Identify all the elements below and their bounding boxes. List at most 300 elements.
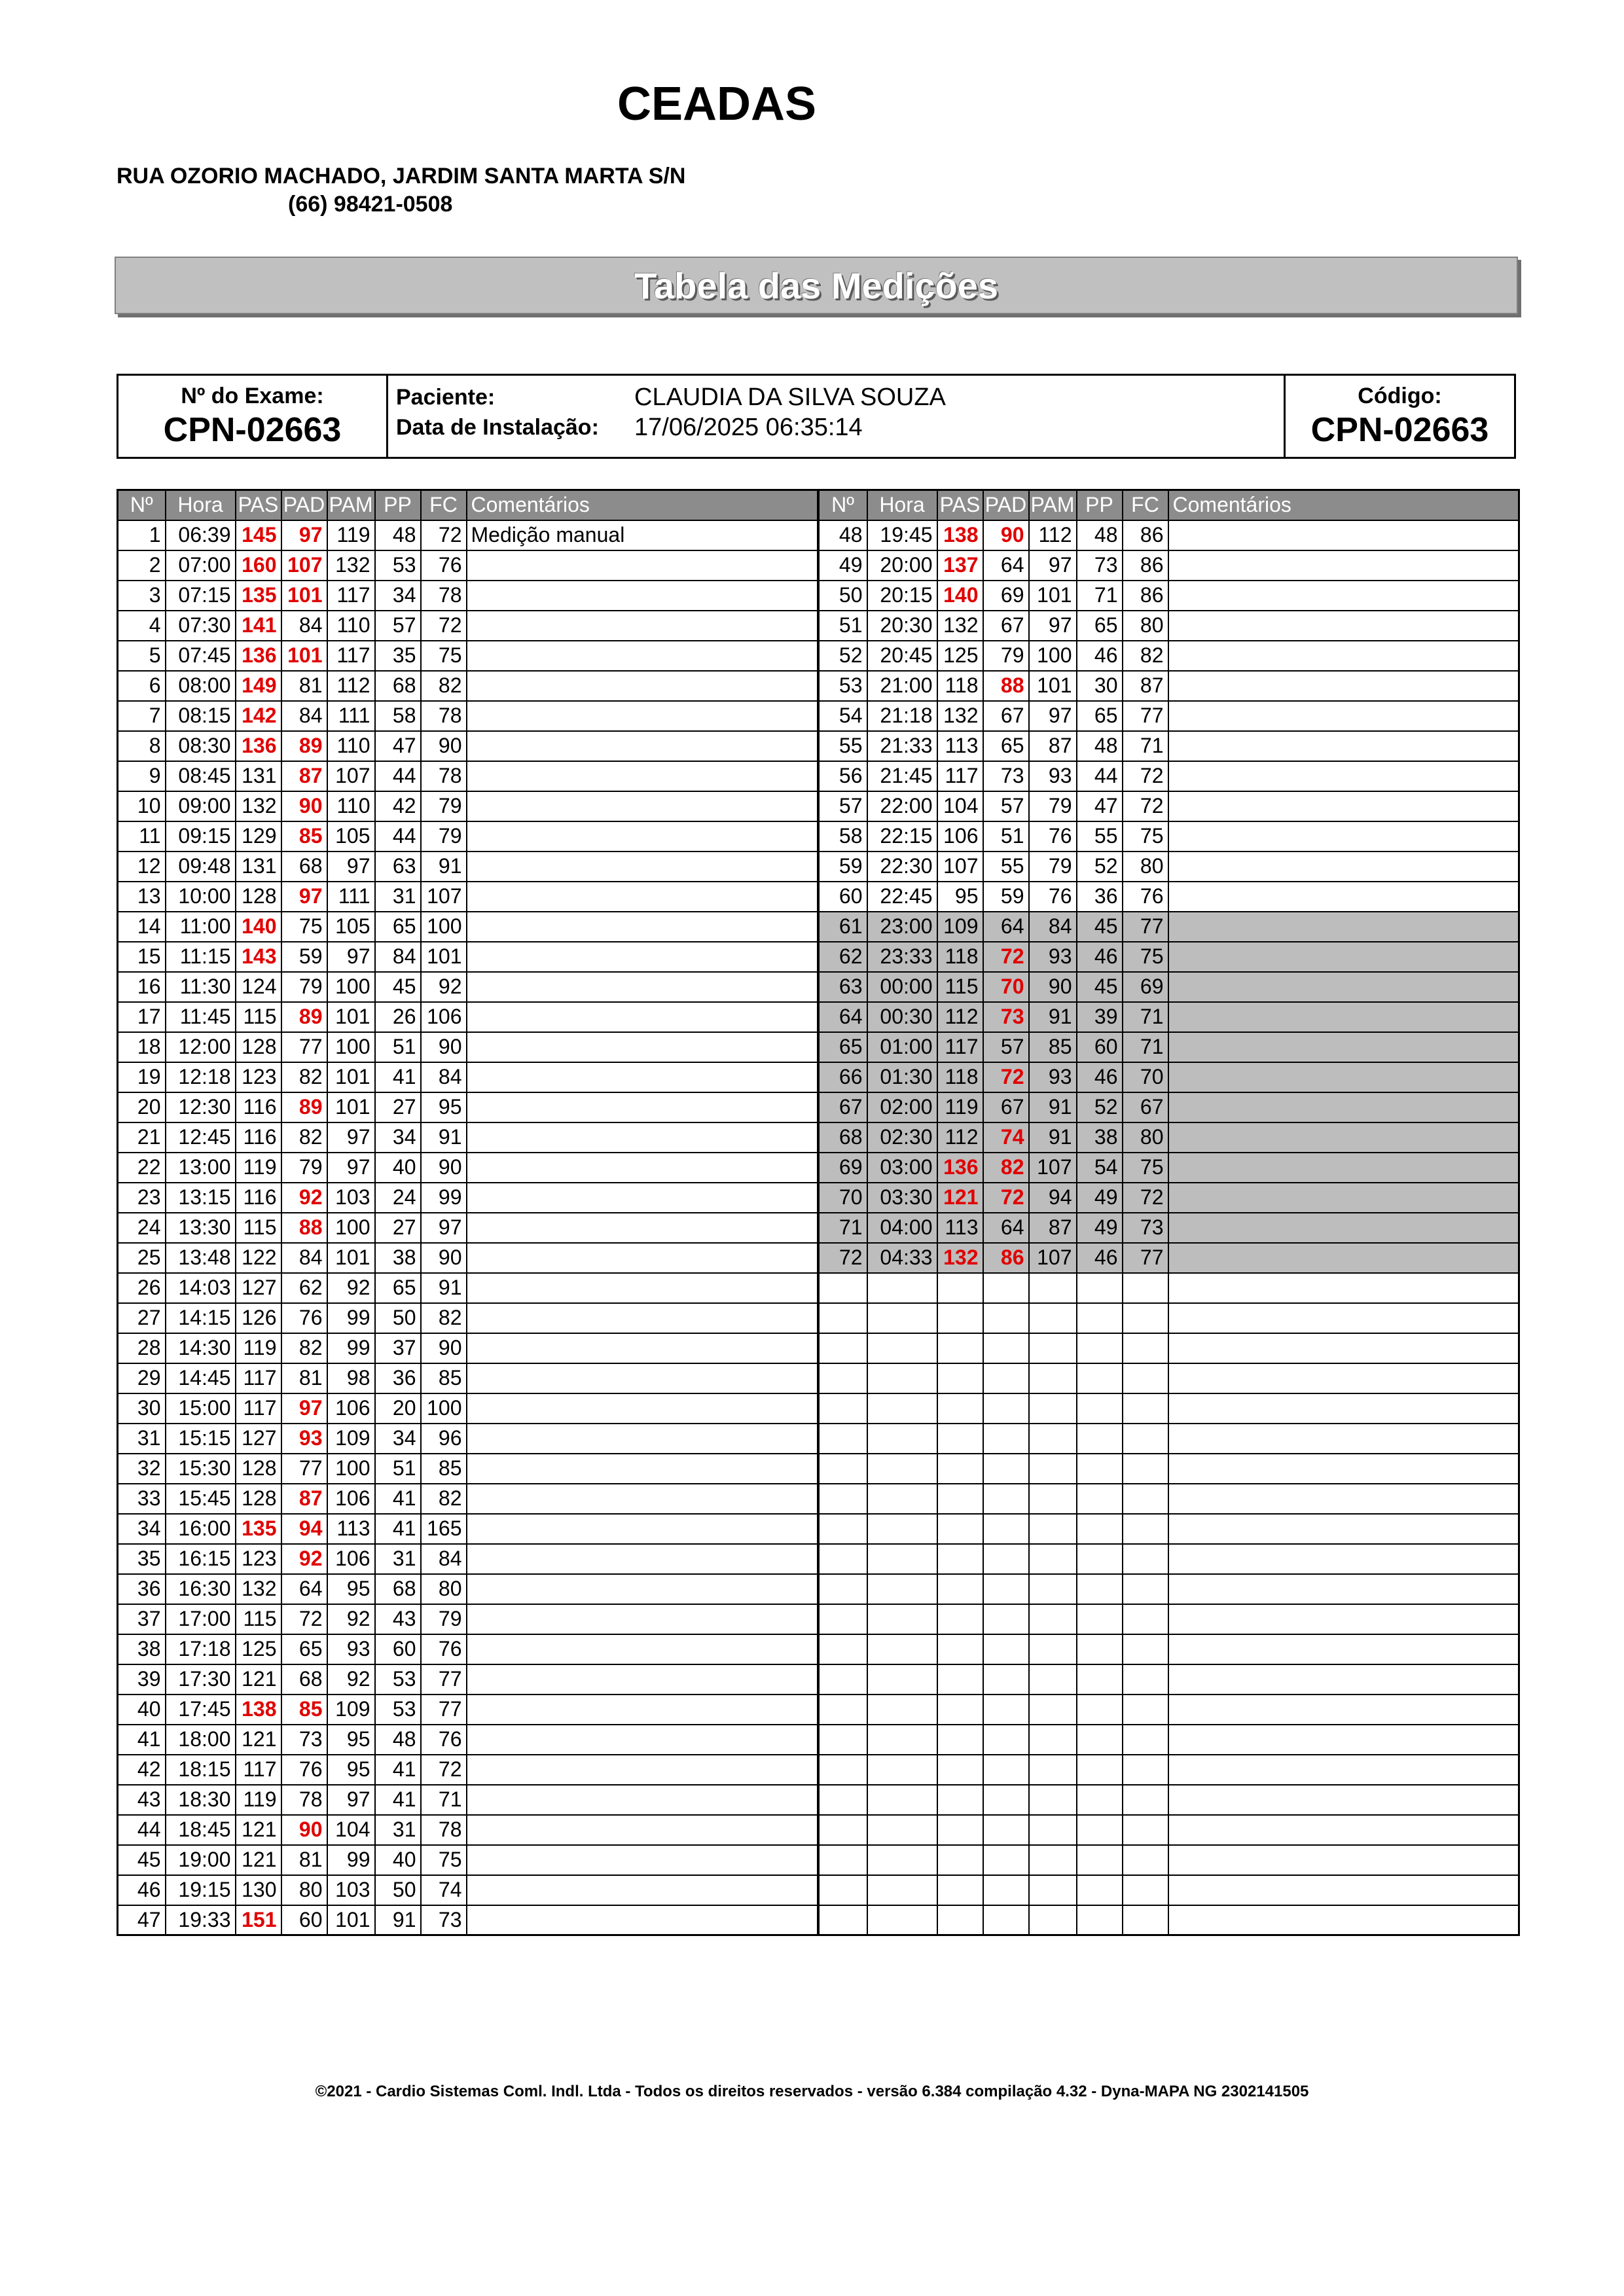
- cell-pp: 39: [1077, 1002, 1123, 1032]
- cell-time: 08:45: [166, 761, 236, 791]
- cell-number: 51: [818, 611, 867, 641]
- cell-pam: 110: [327, 611, 375, 641]
- cell-time: 20:45: [867, 641, 937, 671]
- cell-fc: 86: [1123, 581, 1168, 611]
- cell-number: 25: [118, 1243, 166, 1273]
- cell-pas: 138: [937, 520, 983, 550]
- cell-pad: [983, 1755, 1029, 1785]
- cell-time: 15:00: [166, 1393, 236, 1424]
- col-header-pad: PAD: [983, 490, 1029, 520]
- cell-pam: 113: [327, 1514, 375, 1544]
- cell-fc: 76: [1123, 882, 1168, 912]
- cell-pp: [1077, 1484, 1123, 1514]
- cell-fc: [1123, 1875, 1168, 1905]
- cell-pp: 68: [375, 1574, 421, 1604]
- cell-pam: 105: [327, 821, 375, 852]
- cell-number: 17: [118, 1002, 166, 1032]
- cell-comment: [1168, 1062, 1519, 1092]
- cell-pp: [1077, 1303, 1123, 1333]
- cell-pad: 84: [281, 701, 327, 731]
- cell-pad: 76: [281, 1303, 327, 1333]
- cell-pad: 81: [281, 671, 327, 701]
- cell-comment: [1168, 1363, 1519, 1393]
- cell-pp: 53: [375, 550, 421, 581]
- cell-pp: [1077, 1514, 1123, 1544]
- cell-number: 29: [118, 1363, 166, 1393]
- cell-comment: [1168, 791, 1519, 821]
- cell-pam: 99: [327, 1303, 375, 1333]
- cell-comment: [467, 1604, 818, 1634]
- cell-pam: 117: [327, 641, 375, 671]
- cell-fc: [1123, 1755, 1168, 1785]
- cell-pam: 106: [327, 1393, 375, 1424]
- cell-fc: [1123, 1484, 1168, 1514]
- cell-pad: [983, 1785, 1029, 1815]
- cell-fc: 76: [421, 1725, 467, 1755]
- cell-pas: 121: [236, 1725, 281, 1755]
- cell-number: 57: [818, 791, 867, 821]
- cell-pas: 118: [937, 671, 983, 701]
- table-row: [118, 972, 1519, 1002]
- cell-number: 18: [118, 1032, 166, 1062]
- cell-comment: [1168, 520, 1519, 550]
- cell-time: 18:15: [166, 1755, 236, 1785]
- cell-pas: 128: [236, 1454, 281, 1484]
- cell-number: 45: [118, 1845, 166, 1875]
- cell-number: [818, 1484, 867, 1514]
- cell-pas: [937, 1574, 983, 1604]
- cell-time: 16:00: [166, 1514, 236, 1544]
- section-banner: [115, 257, 1518, 314]
- patient-label: Paciente:: [396, 385, 496, 410]
- cell-pad: 59: [983, 882, 1029, 912]
- cell-fc: 76: [421, 550, 467, 581]
- install-date-value: 17/06/2025 06:35:14: [634, 414, 863, 441]
- cell-fc: 74: [421, 1875, 467, 1905]
- cell-pam: 100: [327, 972, 375, 1002]
- cell-pam: 111: [327, 882, 375, 912]
- cell-time: 19:00: [166, 1845, 236, 1875]
- cell-comment: [1168, 852, 1519, 882]
- table-row: [118, 1333, 1519, 1363]
- cell-time: 15:30: [166, 1454, 236, 1484]
- cell-pad: 90: [983, 520, 1029, 550]
- cell-pad: 75: [281, 912, 327, 942]
- cell-comment: [1168, 1213, 1519, 1243]
- cell-number: 64: [818, 1002, 867, 1032]
- cell-pad: 74: [983, 1122, 1029, 1153]
- cell-pam: 132: [327, 550, 375, 581]
- table-row: [118, 1905, 1519, 1935]
- cell-pp: [1077, 1785, 1123, 1815]
- cell-comment: [467, 1725, 818, 1755]
- cell-pam: 100: [327, 1213, 375, 1243]
- table-row: [118, 1243, 1519, 1273]
- cell-pam: 112: [1029, 520, 1077, 550]
- cell-pp: [1077, 1875, 1123, 1905]
- cell-pad: [983, 1815, 1029, 1845]
- cell-pam: 93: [1029, 1062, 1077, 1092]
- cell-pas: 138: [236, 1695, 281, 1725]
- cell-time: 23:33: [867, 942, 937, 972]
- cell-pad: 86: [983, 1243, 1029, 1273]
- cell-number: 46: [118, 1875, 166, 1905]
- cell-time: [867, 1273, 937, 1303]
- table-row: [118, 1363, 1519, 1393]
- cell-comment: [1168, 1755, 1519, 1785]
- cell-pad: 73: [281, 1725, 327, 1755]
- cell-pam: 117: [327, 581, 375, 611]
- cell-pas: 117: [937, 1032, 983, 1062]
- cell-pad: 64: [983, 550, 1029, 581]
- cell-number: 21: [118, 1122, 166, 1153]
- cell-number: 40: [118, 1695, 166, 1725]
- cell-number: 55: [818, 731, 867, 761]
- cell-comment: [467, 641, 818, 671]
- cell-pas: 109: [937, 912, 983, 942]
- cell-pp: 40: [375, 1845, 421, 1875]
- cell-fc: 75: [1123, 1153, 1168, 1183]
- cell-pad: [983, 1363, 1029, 1393]
- col-header-n: Nº: [818, 490, 867, 520]
- cell-number: [818, 1725, 867, 1755]
- cell-time: 01:30: [867, 1062, 937, 1092]
- cell-time: [867, 1815, 937, 1845]
- cell-pam: 103: [327, 1875, 375, 1905]
- cell-pam: [1029, 1905, 1077, 1935]
- cell-pas: 128: [236, 882, 281, 912]
- cell-comment: [467, 1574, 818, 1604]
- table-row: [118, 1153, 1519, 1183]
- cell-number: [818, 1604, 867, 1634]
- cell-fc: 100: [421, 1393, 467, 1424]
- cell-comment: [467, 821, 818, 852]
- col-header-comentarios: Comentários: [467, 490, 818, 520]
- cell-fc: 91: [421, 852, 467, 882]
- cell-pas: 116: [236, 1183, 281, 1213]
- cell-pp: [1077, 1695, 1123, 1725]
- cell-pas: [937, 1725, 983, 1755]
- table-row: [118, 1875, 1519, 1905]
- cell-number: 34: [118, 1514, 166, 1544]
- cell-pad: 84: [281, 611, 327, 641]
- cell-number: 15: [118, 942, 166, 972]
- cell-comment: [1168, 1424, 1519, 1454]
- cell-pp: 38: [1077, 1122, 1123, 1153]
- cell-pad: 62: [281, 1273, 327, 1303]
- cell-pp: 36: [1077, 882, 1123, 912]
- cell-fc: 87: [1123, 671, 1168, 701]
- cell-pp: 38: [375, 1243, 421, 1273]
- cell-pam: 79: [1029, 791, 1077, 821]
- cell-pad: 90: [281, 1815, 327, 1845]
- cell-number: 11: [118, 821, 166, 852]
- table-row: [118, 1454, 1519, 1484]
- cell-pam: 101: [327, 1062, 375, 1092]
- cell-pas: [937, 1454, 983, 1484]
- copyright-footer: ©2021 - Cardio Sistemas Coml. Indl. Ltda - Todos os direitos reservados - versão 6.384 compilação 4.32 - Dyna-MAPA NG 2302141505: [315, 2083, 1309, 2100]
- code-block: [1284, 376, 1514, 457]
- cell-pas: 131: [236, 852, 281, 882]
- cell-pp: 73: [1077, 550, 1123, 581]
- cell-pas: [937, 1393, 983, 1424]
- cell-pad: 65: [983, 731, 1029, 761]
- cell-pas: [937, 1333, 983, 1363]
- cell-pas: 129: [236, 821, 281, 852]
- cell-comment: [1168, 972, 1519, 1002]
- cell-number: 62: [818, 942, 867, 972]
- cell-comment: [1168, 701, 1519, 731]
- cell-comment: [467, 1183, 818, 1213]
- cell-fc: 75: [421, 641, 467, 671]
- table-row: [118, 1634, 1519, 1664]
- cell-fc: 73: [1123, 1213, 1168, 1243]
- cell-time: 18:45: [166, 1815, 236, 1845]
- cell-fc: 92: [421, 972, 467, 1002]
- cell-number: 12: [118, 852, 166, 882]
- cell-time: 22:15: [867, 821, 937, 852]
- cell-pam: [1029, 1484, 1077, 1514]
- cell-comment: [467, 1695, 818, 1725]
- cell-pad: [983, 1725, 1029, 1755]
- cell-pp: 24: [375, 1183, 421, 1213]
- cell-pas: [937, 1363, 983, 1393]
- cell-comment: [1168, 1333, 1519, 1363]
- cell-pam: [1029, 1454, 1077, 1484]
- cell-time: [867, 1454, 937, 1484]
- cell-time: [867, 1514, 937, 1544]
- cell-comment: [1168, 1454, 1519, 1484]
- cell-pam: [1029, 1725, 1077, 1755]
- cell-fc: 70: [1123, 1062, 1168, 1092]
- cell-time: 06:39: [166, 520, 236, 550]
- code-value: CPN-02663: [1310, 411, 1489, 449]
- cell-pp: [1077, 1544, 1123, 1574]
- cell-comment: [1168, 1664, 1519, 1695]
- cell-time: 12:30: [166, 1092, 236, 1122]
- cell-pp: 48: [1077, 520, 1123, 550]
- table-row: [118, 1122, 1519, 1153]
- cell-number: 60: [818, 882, 867, 912]
- cell-pam: [1029, 1303, 1077, 1333]
- cell-comment: [467, 1333, 818, 1363]
- cell-pad: 77: [281, 1032, 327, 1062]
- cell-number: 67: [818, 1092, 867, 1122]
- cell-pp: 36: [375, 1363, 421, 1393]
- cell-pam: 79: [1029, 852, 1077, 882]
- cell-time: 22:30: [867, 852, 937, 882]
- cell-pp: 91: [375, 1905, 421, 1935]
- cell-number: 27: [118, 1303, 166, 1333]
- cell-pam: 97: [327, 1153, 375, 1183]
- table-row: [118, 1544, 1519, 1574]
- cell-number: 33: [118, 1484, 166, 1514]
- cell-number: 23: [118, 1183, 166, 1213]
- cell-pad: 59: [281, 942, 327, 972]
- cell-time: 14:03: [166, 1273, 236, 1303]
- cell-pp: [1077, 1845, 1123, 1875]
- cell-number: 47: [118, 1905, 166, 1935]
- cell-comment: [1168, 1484, 1519, 1514]
- cell-pas: [937, 1695, 983, 1725]
- cell-fc: [1123, 1544, 1168, 1574]
- cell-fc: 75: [1123, 942, 1168, 972]
- cell-pam: [1029, 1363, 1077, 1393]
- cell-time: 02:30: [867, 1122, 937, 1153]
- cell-pad: 89: [281, 1002, 327, 1032]
- cell-pam: 91: [1029, 1122, 1077, 1153]
- cell-number: 14: [118, 912, 166, 942]
- cell-number: [818, 1905, 867, 1935]
- table-row: [118, 1213, 1519, 1243]
- cell-number: 16: [118, 972, 166, 1002]
- cell-fc: [1123, 1845, 1168, 1875]
- cell-pad: [983, 1695, 1029, 1725]
- col-header-pp: PP: [1077, 490, 1123, 520]
- cell-pp: [1077, 1454, 1123, 1484]
- cell-time: 00:00: [867, 972, 937, 1002]
- cell-pam: 100: [327, 1032, 375, 1062]
- table-row: [118, 821, 1519, 852]
- cell-time: 18:00: [166, 1725, 236, 1755]
- cell-comment: [1168, 942, 1519, 972]
- table-row: [118, 1183, 1519, 1213]
- cell-pad: 101: [281, 641, 327, 671]
- cell-pp: [1077, 1363, 1123, 1393]
- cell-pam: 91: [1029, 1002, 1077, 1032]
- cell-number: 59: [818, 852, 867, 882]
- cell-time: 01:00: [867, 1032, 937, 1062]
- cell-comment: [1168, 912, 1519, 942]
- cell-pas: 104: [937, 791, 983, 821]
- table-header-row: [118, 490, 1519, 520]
- cell-comment: [467, 1845, 818, 1875]
- cell-pas: 116: [236, 1122, 281, 1153]
- cell-pad: 87: [281, 761, 327, 791]
- cell-pad: [983, 1424, 1029, 1454]
- cell-comment: [467, 581, 818, 611]
- cell-comment: [467, 1062, 818, 1092]
- cell-time: [867, 1785, 937, 1815]
- cell-time: 02:00: [867, 1092, 937, 1122]
- cell-pas: [937, 1424, 983, 1454]
- cell-pam: [1029, 1393, 1077, 1424]
- cell-comment: [467, 882, 818, 912]
- cell-number: [818, 1755, 867, 1785]
- cell-fc: [1123, 1273, 1168, 1303]
- cell-pam: [1029, 1544, 1077, 1574]
- table-row: [118, 520, 1519, 550]
- cell-fc: 90: [421, 731, 467, 761]
- cell-pp: 34: [375, 1424, 421, 1454]
- cell-pp: [1077, 1393, 1123, 1424]
- cell-fc: 78: [421, 761, 467, 791]
- cell-number: 35: [118, 1544, 166, 1574]
- cell-pas: [937, 1664, 983, 1695]
- cell-pas: 117: [236, 1363, 281, 1393]
- cell-time: 08:30: [166, 731, 236, 761]
- cell-fc: [1123, 1574, 1168, 1604]
- cell-time: 21:33: [867, 731, 937, 761]
- cell-fc: 72: [421, 520, 467, 550]
- cell-pp: 52: [1077, 852, 1123, 882]
- cell-fc: 84: [421, 1062, 467, 1092]
- cell-pas: 132: [937, 1243, 983, 1273]
- cell-pp: 46: [1077, 1243, 1123, 1273]
- cell-pam: 105: [327, 912, 375, 942]
- cell-pp: [1077, 1604, 1123, 1634]
- cell-comment: [467, 942, 818, 972]
- cell-fc: 107: [421, 882, 467, 912]
- cell-pas: 107: [937, 852, 983, 882]
- cell-fc: 86: [1123, 520, 1168, 550]
- cell-pad: [983, 1273, 1029, 1303]
- cell-time: 14:15: [166, 1303, 236, 1333]
- table-row: [118, 731, 1519, 761]
- table-row: [118, 791, 1519, 821]
- cell-pad: [983, 1604, 1029, 1634]
- cell-time: 19:33: [166, 1905, 236, 1935]
- cell-pp: 27: [375, 1092, 421, 1122]
- cell-number: 1: [118, 520, 166, 550]
- cell-pp: 60: [375, 1634, 421, 1664]
- cell-pas: 115: [236, 1213, 281, 1243]
- cell-pad: 57: [983, 791, 1029, 821]
- cell-pas: 135: [236, 1514, 281, 1544]
- clinic-address: RUA OZORIO MACHADO, JARDIM SANTA MARTA S/N: [117, 164, 686, 188]
- cell-number: 5: [118, 641, 166, 671]
- cell-number: 70: [818, 1183, 867, 1213]
- cell-fc: 78: [421, 581, 467, 611]
- cell-pam: [1029, 1845, 1077, 1875]
- cell-pad: 55: [983, 852, 1029, 882]
- cell-pp: 50: [375, 1303, 421, 1333]
- cell-fc: [1123, 1454, 1168, 1484]
- col-header-pp: PP: [375, 490, 421, 520]
- cell-time: 07:15: [166, 581, 236, 611]
- cell-pam: 106: [327, 1544, 375, 1574]
- cell-pad: 82: [281, 1122, 327, 1153]
- cell-pas: 145: [236, 520, 281, 550]
- cell-pas: [937, 1755, 983, 1785]
- cell-pad: 89: [281, 1092, 327, 1122]
- cell-pp: 57: [375, 611, 421, 641]
- cell-comment: [467, 972, 818, 1002]
- cell-pp: 26: [375, 1002, 421, 1032]
- table-row: [118, 1092, 1519, 1122]
- cell-fc: 90: [421, 1153, 467, 1183]
- cell-time: 22:00: [867, 791, 937, 821]
- cell-pas: 140: [236, 912, 281, 942]
- cell-fc: [1123, 1333, 1168, 1363]
- exam-info-box: [117, 374, 1516, 459]
- cell-time: 16:30: [166, 1574, 236, 1604]
- cell-number: [818, 1875, 867, 1905]
- table-row: [118, 1785, 1519, 1815]
- cell-comment: [467, 1303, 818, 1333]
- cell-pas: 136: [937, 1153, 983, 1183]
- table-row: [118, 1574, 1519, 1604]
- cell-comment: [1168, 882, 1519, 912]
- cell-time: 20:15: [867, 581, 937, 611]
- cell-time: [867, 1544, 937, 1574]
- cell-pam: 93: [327, 1634, 375, 1664]
- cell-comment: [467, 912, 818, 942]
- cell-pp: 46: [1077, 641, 1123, 671]
- cell-comment: [467, 1755, 818, 1785]
- cell-pam: 107: [327, 761, 375, 791]
- clinic-title: CEADAS: [617, 78, 817, 130]
